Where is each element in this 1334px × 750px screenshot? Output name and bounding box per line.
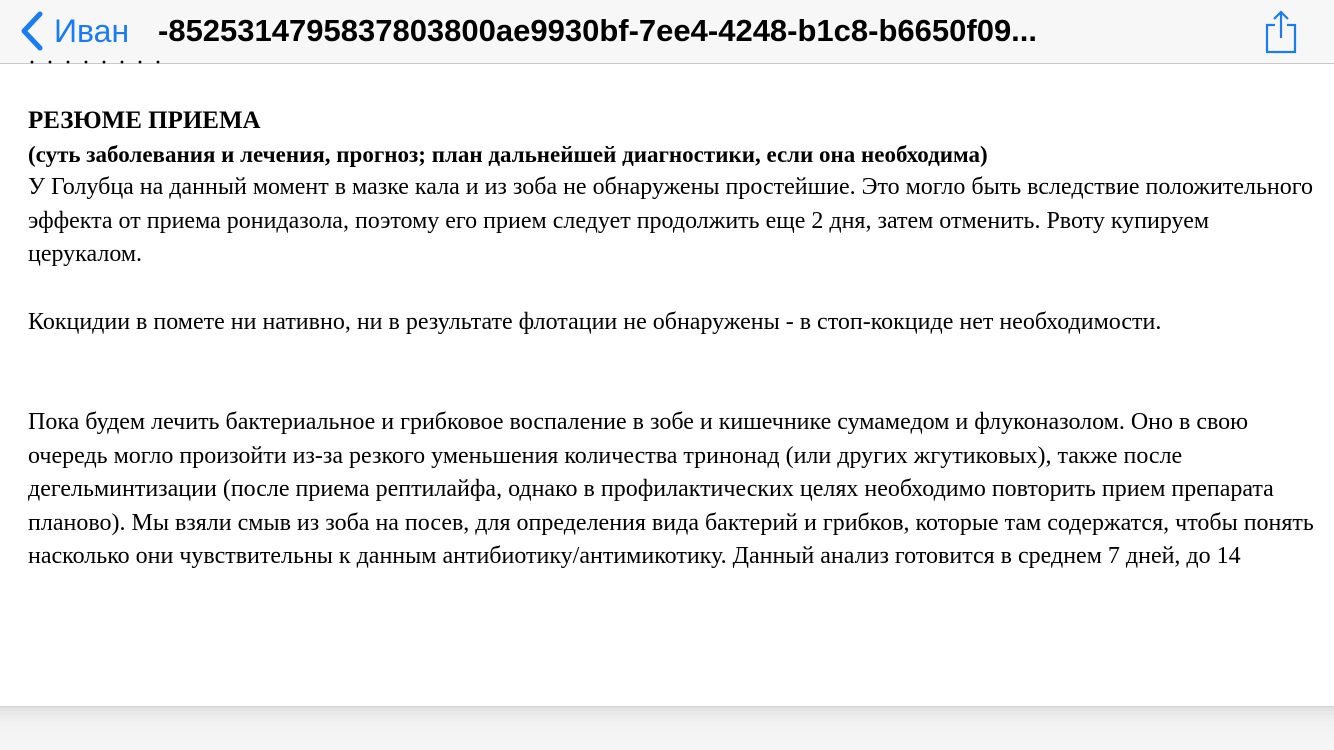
chevron-left-icon (20, 11, 44, 51)
summary-section (28, 104, 1318, 272)
back-button[interactable] (20, 10, 129, 52)
section-heading: РЕЗЮМЕ ПРИЕМА (28, 107, 261, 134)
navigation-bar (0, 0, 1334, 64)
cut-off-text-line: · · · · · · · · (28, 50, 164, 76)
share-button[interactable] (1264, 10, 1298, 54)
share-icon (1264, 10, 1298, 54)
back-button-label: Иван (54, 13, 130, 49)
paragraph: Пока будем лечить бактериальное и грибковое воспаление в зобе и кишечнике сумамедом и флуконазолом. Оно в свою очередь могло произойти из-за резкого уменьшения количества тринонад (или других жгутиковых), также после дегельминтизации (после приема рептилайфа, однако в профилактических целях необходимо повторить прием препарата планово). Мы взяли смыв из зоба на посев, для определения вида бактерий и грибков, которые там содержатся, чтобы понять насколько они чувствительны к данным антибиотику/антимикотику. Данный анализ готовится в среднем 7 дней, до 14 (28, 409, 1314, 570)
paragraph: У Голубца на данный момент в мазке кала и из зоба не обнаружены простейшие. Это могло быть вследствие положительного эффекта от приема ронидазола, поэтому его прием следует продолжить еще 2 дня, затем отменить. Рвоту купируем церукалом. (28, 174, 1313, 268)
bottom-toolbar (0, 706, 1334, 750)
paragraph: Кокцидии в помете ни нативно, ни в результате флотации не обнаружены - в стоп-кокциде нет необходимости. (28, 309, 1162, 335)
section-subheading: (суть заболевания и лечения, прогноз; план дальнейшей диагностики, если она необходима) (28, 141, 988, 167)
document-content[interactable] (0, 50, 1334, 706)
document-title: -852531479583780380⁠​0ae9930bf-7ee4-4248-b1c8-b6650f09... (158, 13, 1038, 48)
